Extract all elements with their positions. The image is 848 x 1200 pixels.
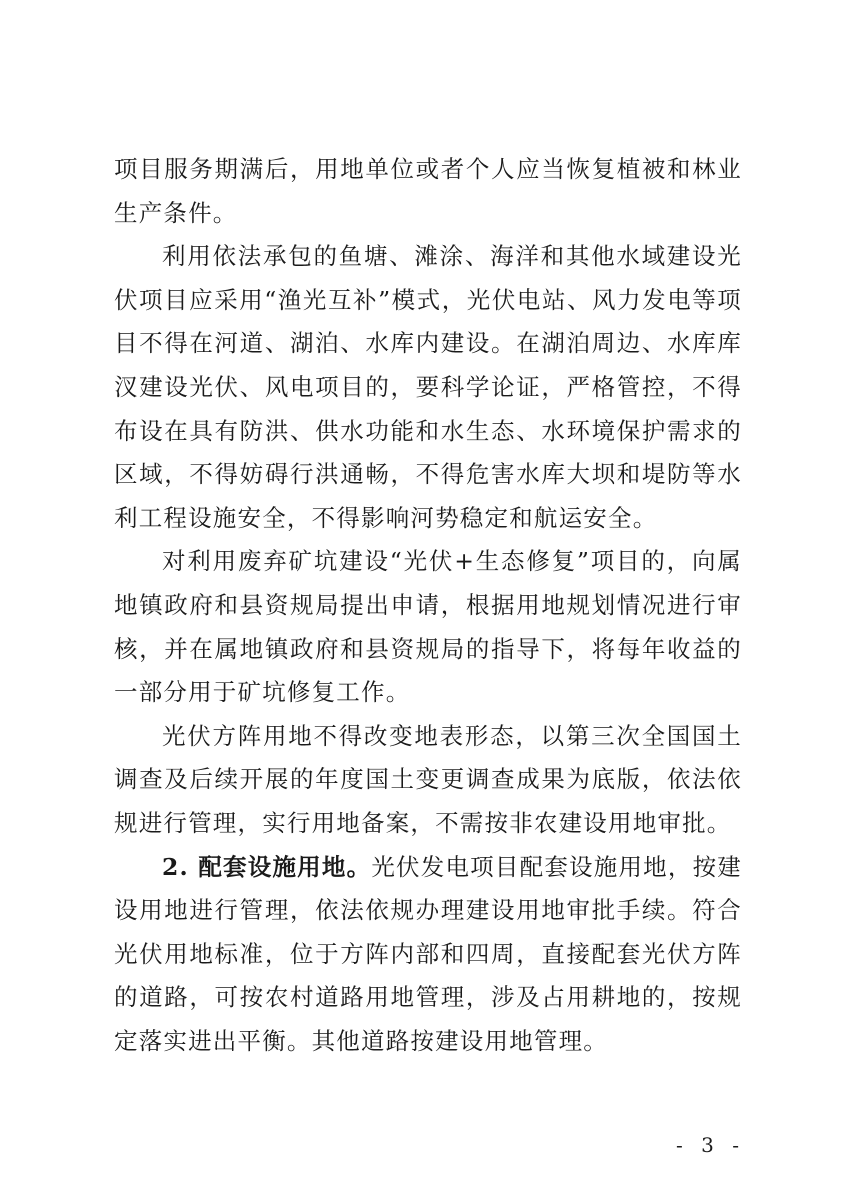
- paragraph-continuation: 项目服务期满后，用地单位或者个人应当恢复植被和林业生产条件。: [114, 155, 742, 227]
- paragraph-supporting-facilities: [114, 846, 742, 1064]
- paragraph-mine-pit-pv: 对利用废弃矿坑建设“光伏+生态修复”项目的，向属地镇政府和县资规局提出申请，根据用地规划情况进行审核，并在属地镇政府和县资规局的指导下，将每年收益的一部分用于矿坑修复工作。: [114, 547, 742, 707]
- page-number: - 3 -: [676, 1133, 745, 1157]
- section-heading-supporting-facilities: 2. 配套设施用地。: [162, 852, 372, 881]
- paragraph-array-land-use: 光伏方阵用地不得改变地表形态，以第三次全国国土调查及后续开展的年度国土变更调查成果为底版，依法依规进行管理，实行用地备案，不需按非农建设用地审批。: [114, 721, 742, 837]
- document-body: [114, 148, 742, 1063]
- paragraph-supporting-facilities-body: 光伏发电项目配套设施用地，按建设用地进行管理，依法依规办理建设用地审批手续。符合光伏用地标准，位于方阵内部和四周，直接配套光伏方阵的道路，可按农村道路用地管理，涉及占用耕地的，按规定落实进出平衡。其他道路按建设用地管理。: [114, 852, 743, 1055]
- paragraph-water-area-pv: 利用依法承包的鱼塘、滩涂、海洋和其他水域建设光伏项目应采用“渔光互补”模式，光伏电站、风力发电等项目不得在河道、湖泊、水库内建设。在湖泊周边、水库库汊建设光伏、风电项目的，要科学论证，严格管控，不得布设在具有防洪、供水功能和水生态、水环境保护需求的区域，不得妨碍行洪通畅，不得危害水库大坝和堤防等水利工程设施安全，不得影响河势稳定和航运安全。: [114, 242, 742, 532]
